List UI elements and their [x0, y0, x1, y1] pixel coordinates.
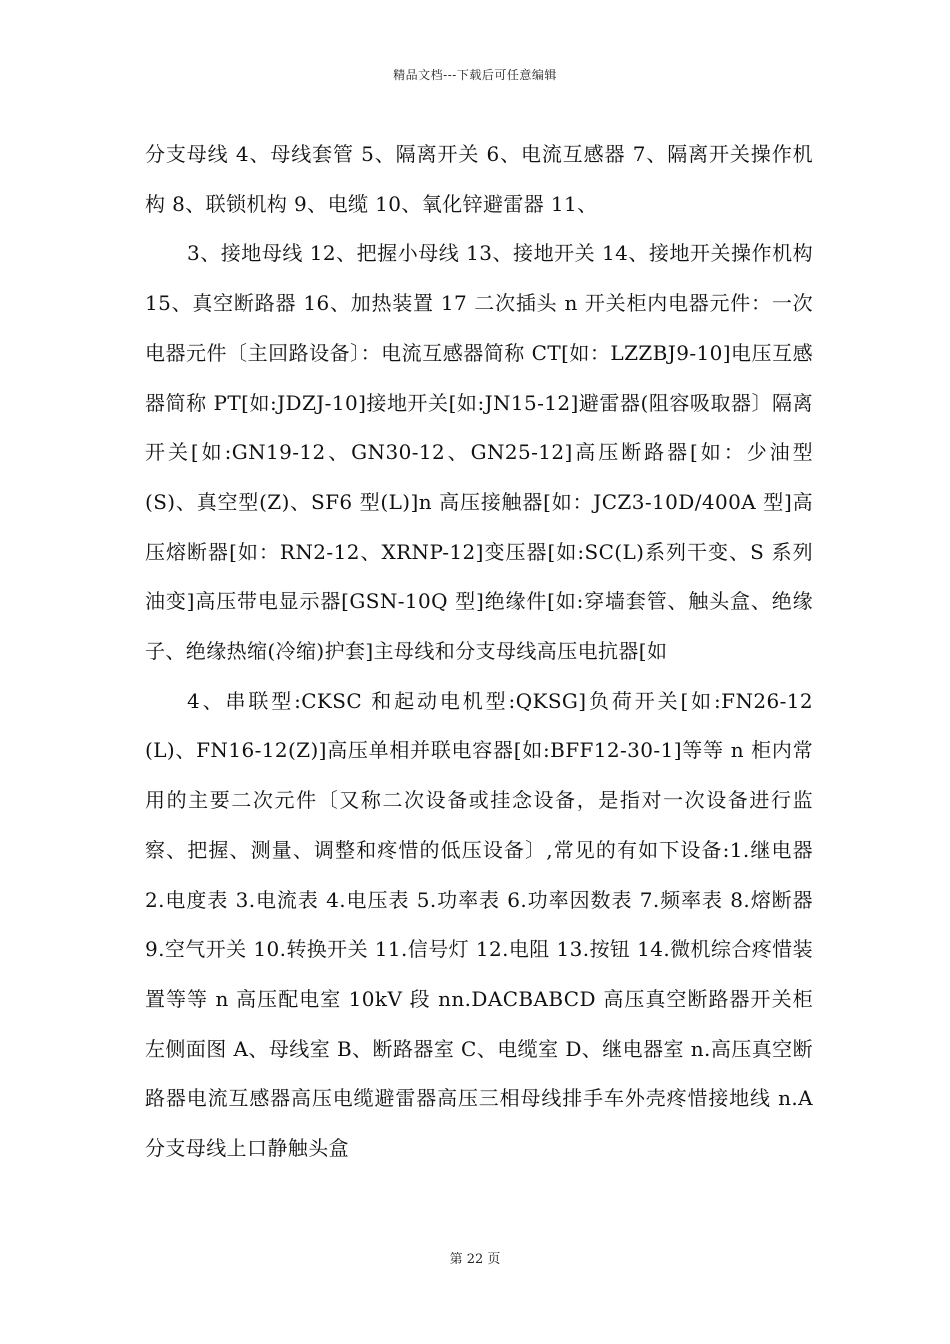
paragraph-3: 4、串联型:CKSC 和起动电机型:QKSG]负荷开关[如:FN26-12(L)、FN16-12(Z)]高压单相并联电容器[如:BFF12-30-1]等等 n 柜内常用的主要二次元件〔又称二次设备或挂念设备，是指对一次设备进行监察、把握、测量、调整和疼惜的低压设备〕,常见的有如下设备:1.继电器 2.电度表 3.电流表 4.电压表 5.功率表 6.功率因数表 7.频率表 8.熔断器 9.空气开关 10.转换开关 11.信号灯 12.电阻 13.按钮 14.微机综合疼惜装置等等 n 高压配电室 10kV 段 nn.DACBABCD 高压真空断路器开关柜左侧面图 A、母线室 B、断路器室 C、电缆室 D、继电器室 n.高压真空断路器电流互感器高压电缆避雷器高压三相母线排手车外壳疼惜接地线 n.A 分支母线上口静触头盒 — [145, 688, 813, 1161]
page-number: 第 22 页 — [449, 1252, 501, 1267]
page-header: 精品文档---下载后可任意编辑 — [393, 68, 557, 82]
document-body — [145, 130, 813, 1174]
paragraph-2: 3、接地母线 12、把握小母线 13、接地开关 14、接地开关操作机构 15、真空断路器 16、加热装置 17 二次插头 n 开关柜内电器元件：一次电器元件〔主回路设备〕：电流互感器简称 CT[如：LZZBJ9-10]电压互感器简称 PT[如:JDZJ-10]接地开关[如:JN15-12]避雷器(阻容吸取器〕隔离开关[如:GN19-12、GN30-12、GN25-12]高压断路器[如：少油型(S)、真空型(Z)、SF6 型(L)]n 高压接触器[如：JCZ3-10D/400A 型]高压熔断器[如：RN2-12、XRNP-12]变压器[如:SC(L)系列干变、S 系列油变]高压带电显示器[GSN-10Q 型]绝缘件[如:穿墙套管、触头盒、绝缘子、绝缘热缩(冷缩)护套]主母线和分支母线高压电抗器[如 — [145, 241, 813, 664]
paragraph-1: 分支母线 4、母线套管 5、隔离开关 6、电流互感器 7、隔离开关操作机构 8、联锁机构 9、电缆 10、氧化锌避雷器 11、 — [145, 142, 813, 216]
